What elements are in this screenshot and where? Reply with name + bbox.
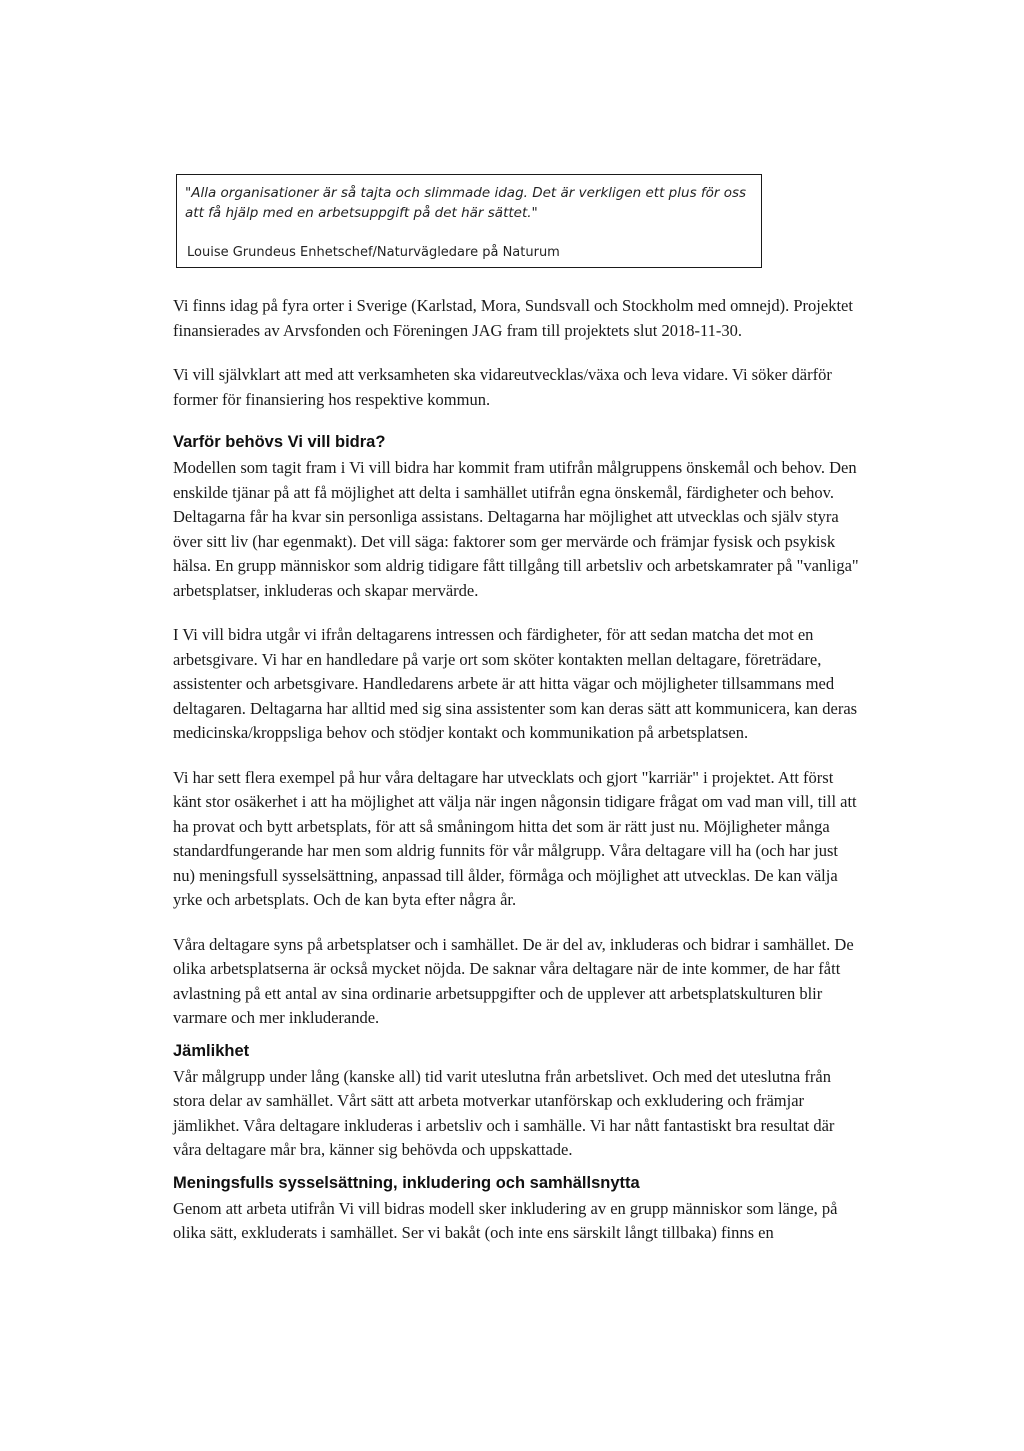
quote-text: "Alla organisationer är så tajta och slimmade idag. Det är verkligen ett plus för oss att få hjälp med en arbetsuppgift på det här sättet.": [185, 185, 747, 221]
document-body: [173, 294, 863, 1266]
body-paragraph: Våra deltagare syns på arbetsplatser och i samhället. De är del av, inkluderas och bidrar i samhället. De olika arbetsplatserna är också mycket nöjda. De saknar våra deltagare när de inte kommer, de har fått avlastning på ett antal av sina ordinarie arbetsuppgifter och de upplever att arbetsplatskulturen blir varmare och mer inkluderande.: [173, 934, 854, 1027]
body-paragraph: Vi har sett flera exempel på hur våra deltagare har utvecklats och gjort "karriär" i projektet. Att först känt stor osäkerhet i att ha möjlighet att välja när ingen någonsin tidigare frågat om vad man vill, till att ha provat och bytt arbetsplats, för att så småningom hitta det som är rätt just nu. Möjligheter många standardfungerande har men som aldrig funnits för vår målgrupp. Våra deltagare vill ha (och har just nu) meningsfull sysselsättning, anpassad till ålder, förmåga och möjlighet att utvecklas. De kan välja yrke och arbetsplats. Och de kan byta efter några år.: [173, 767, 857, 909]
section-heading: Jämlikhet: [173, 1041, 250, 1060]
section-heading: Varför behövs Vi vill bidra?: [173, 433, 386, 451]
body-paragraph: Modellen som tagit fram i Vi vill bidra har kommit fram utifrån målgruppens önskemål och behov. Den enskilde tjänar på att få möjlighet att delta i samhället utifrån egna önskemål, färdigheter och behov. Deltagarna får ha kvar sin personliga assistans. Deltagarna har möjlighet att utvecklas och själv styra över sitt liv (har egenmakt). Det vill säga: faktorer som ger mervärde och främjar fysisk och psykisk hälsa. En grupp människor som aldrig tidigare fått tillgång till arbetsliv och arbetskamrater på "vanliga" arbetsplatser, inkluderas och skapar mervärde.: [173, 458, 859, 600]
intro-paragraph: Vi vill självklart att med att verksamheten ska vidareutvecklas/växa och leva vidare. Vi söker därför former för finansiering hos respektive kommun.: [173, 365, 832, 409]
body-paragraph: Vår målgrupp under lång (kanske all) tid varit uteslutna från arbetslivet. Och med det uteslutna från stora delar av samhället. Vårt sätt att arbeta motverkar utanförskap och exkludering och främjar jämlikhet. Våra deltagare inkluderas i arbetsliv och i samhälle. Vi har nått fantastiskt bra resultat där våra deltagare mår bra, känner sig behövda och uppskattade.: [173, 1066, 835, 1159]
body-paragraph: Genom att arbeta utifrån Vi vill bidras modell sker inkludering av en grupp människor som länge, på olika sätt, exkluderats i samhället. Ser vi bakåt (och inte ens särskilt långt tillbaka) finns en: [173, 1198, 838, 1242]
quote-attribution: Louise Grundeus Enhetschef/Naturvägledare på Naturum: [187, 245, 560, 260]
section-heading: Meningsfulls sysselsättning, inkludering och samhällsnytta: [173, 1173, 640, 1192]
body-paragraph: I Vi vill bidra utgår vi ifrån deltagarens intressen och färdigheter, för att sedan matcha det mot en arbetsgivare. Vi har en handledare på varje ort som sköter kontakten mellan deltagare, företrädare, assistenter och arbetsgivare. Handledarens arbete är att hitta vägar och möjligheter tillsammans med deltagaren. Deltagarna har alltid med sig sina assistenter som kan deras sätt att kommunicera, kan deras medicinska/kroppsliga behov och stödjer kontakt och kommunikation på arbetsplatsen.: [173, 625, 858, 742]
intro-paragraph: Vi finns idag på fyra orter i Sverige (Karlstad, Mora, Sundsvall och Stockholm med omnejd). Projektet finansierades av Arvsfonden och Föreningen JAG fram till projektets slut 2018-11-30.: [173, 296, 853, 340]
quote-box: [176, 174, 762, 268]
